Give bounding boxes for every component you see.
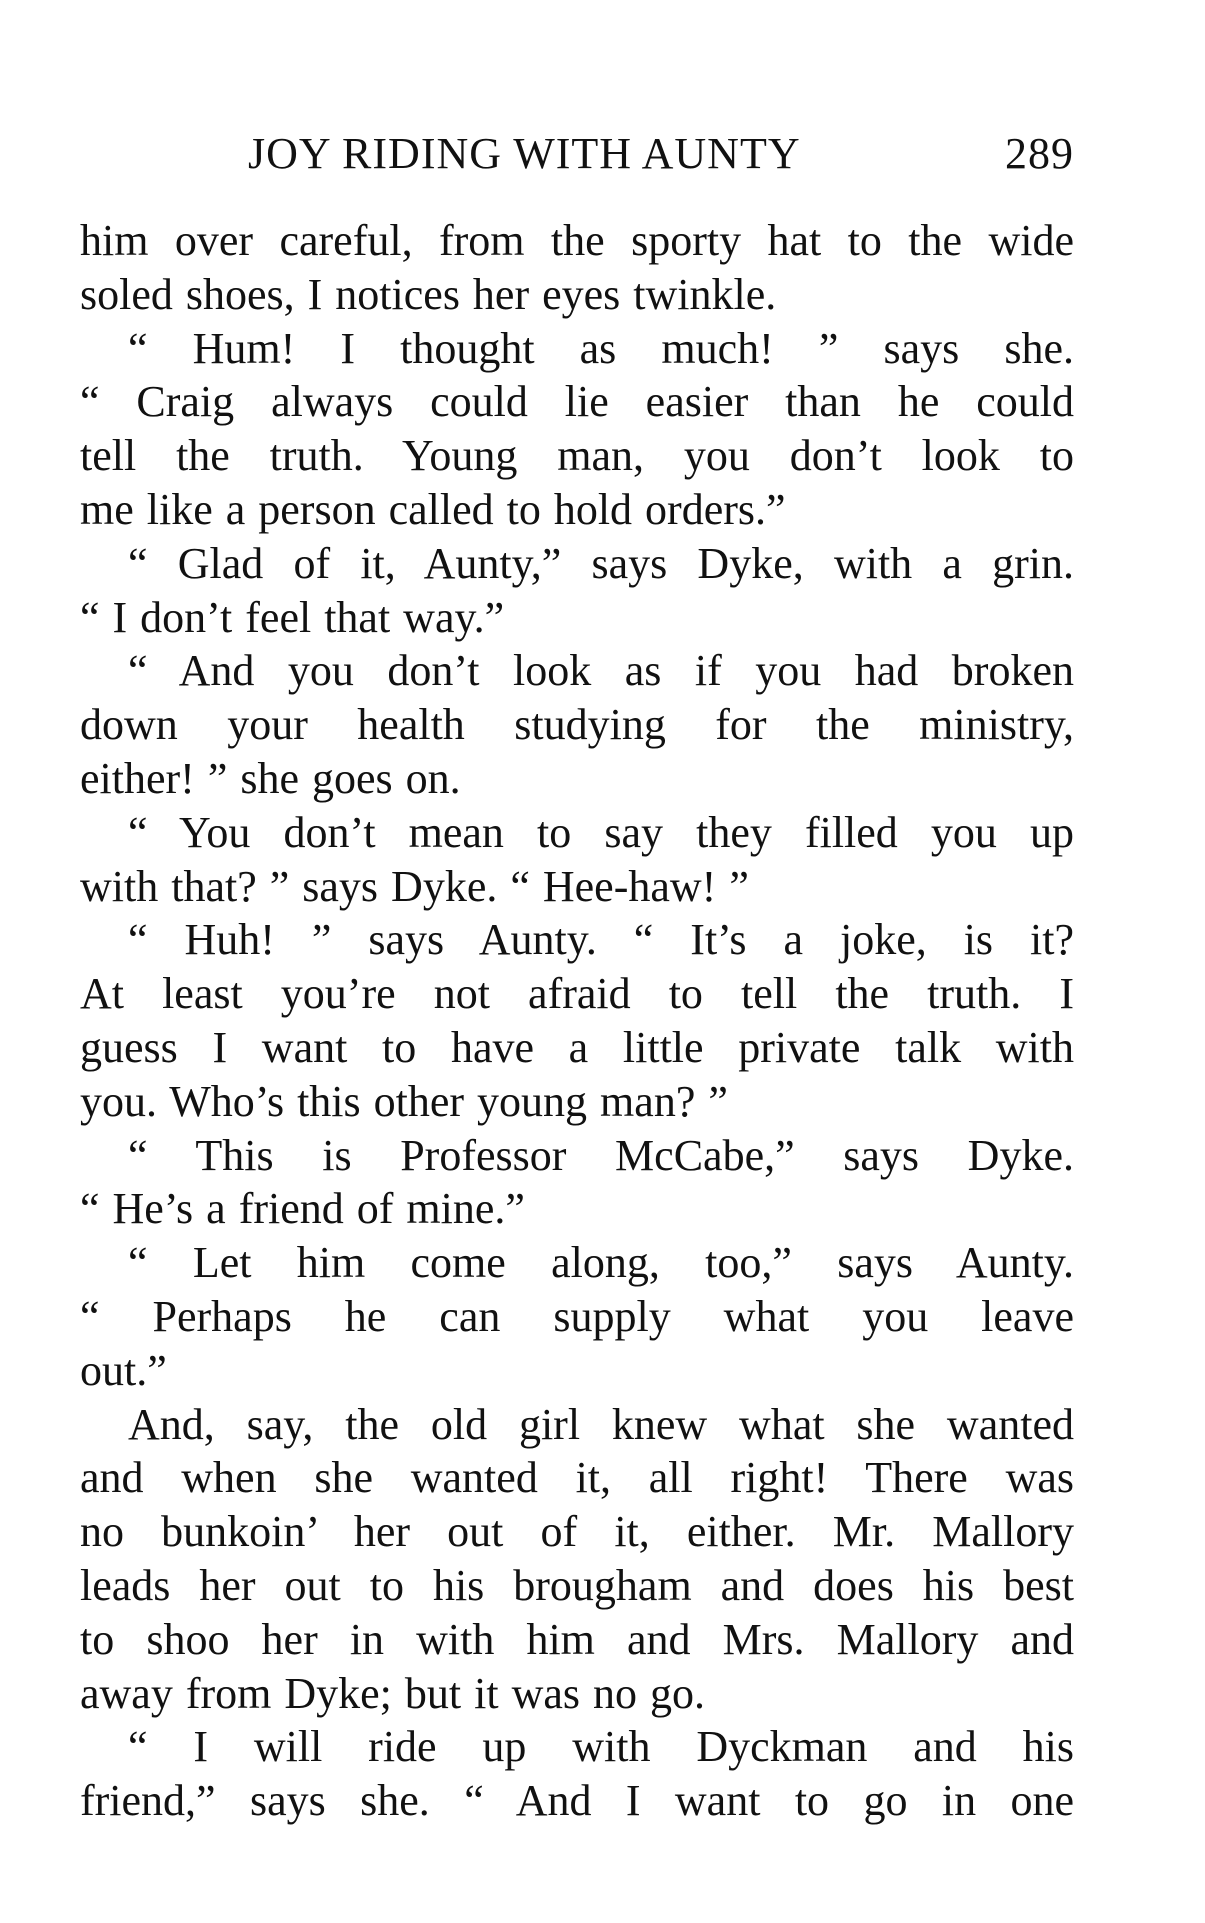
text-line: soled shoes, I notices her eyes twinkle.: [80, 269, 777, 319]
body-text: [80, 214, 1074, 1828]
text-line: out.”: [80, 1345, 167, 1395]
text-line: guess I want to have a little private talk with: [80, 1022, 1074, 1072]
text-line: And, say, the old girl knew what she wanted: [128, 1399, 1074, 1449]
text-line: tell the truth. Young man, you don’t look to: [80, 431, 1074, 481]
text-line: “ Glad of it, Aunty,” says Dyke, with a grin.: [128, 538, 1074, 588]
text-line: with that? ” says Dyke. “ Hee-haw! ”: [80, 861, 749, 911]
text-line: down your health studying for the ministry,: [80, 700, 1074, 750]
text-line: “ Craig always could lie easier than he could: [80, 377, 1074, 427]
text-line: At least you’re not afraid to tell the truth. I: [80, 969, 1074, 1019]
text-line: “ And you don’t look as if you had broken: [128, 646, 1074, 696]
text-line: “ This is Professor McCabe,” says Dyke.: [128, 1130, 1074, 1180]
text-line: “ Let him come along, too,” says Aunty.: [128, 1238, 1074, 1288]
text-line: “ Hum! I thought as much! ” says she.: [128, 323, 1074, 373]
text-line: no bunkoin’ her out of it, either. Mr. Mallory: [80, 1507, 1074, 1557]
text-line: friend,” says she. “ And I want to go in one: [80, 1776, 1074, 1826]
text-line: “ I don’t feel that way.”: [80, 592, 505, 642]
text-line: you. Who’s this other young man? ”: [80, 1076, 728, 1126]
text-line: leads her out to his brougham and does his best: [80, 1560, 1074, 1610]
running-head: [248, 128, 1074, 184]
text-line: him over careful, from the sporty hat to the wide: [80, 216, 1074, 265]
text-line: “ Huh! ” says Aunty. “ It’s a joke, is it?: [128, 915, 1074, 965]
text-line: me like a person called to hold orders.”: [80, 484, 786, 534]
text-line: “ Perhaps he can supply what you leave: [80, 1291, 1074, 1341]
text-line: “ You don’t mean to say they filled you up: [128, 807, 1074, 857]
text-line: to shoo her in with him and Mrs. Mallory and: [80, 1614, 1074, 1664]
running-title: JOY RIDING WITH AUNTY: [248, 129, 801, 178]
text-line: “ I will ride up with Dyckman and his: [128, 1722, 1074, 1772]
text-line: either! ” she goes on.: [80, 753, 461, 803]
text-line: away from Dyke; but it was no go.: [80, 1668, 705, 1718]
text-line: and when she wanted it, all right! There was: [80, 1453, 1074, 1503]
text-line: “ He’s a friend of mine.”: [80, 1184, 525, 1234]
page-number: 289: [1005, 129, 1074, 178]
